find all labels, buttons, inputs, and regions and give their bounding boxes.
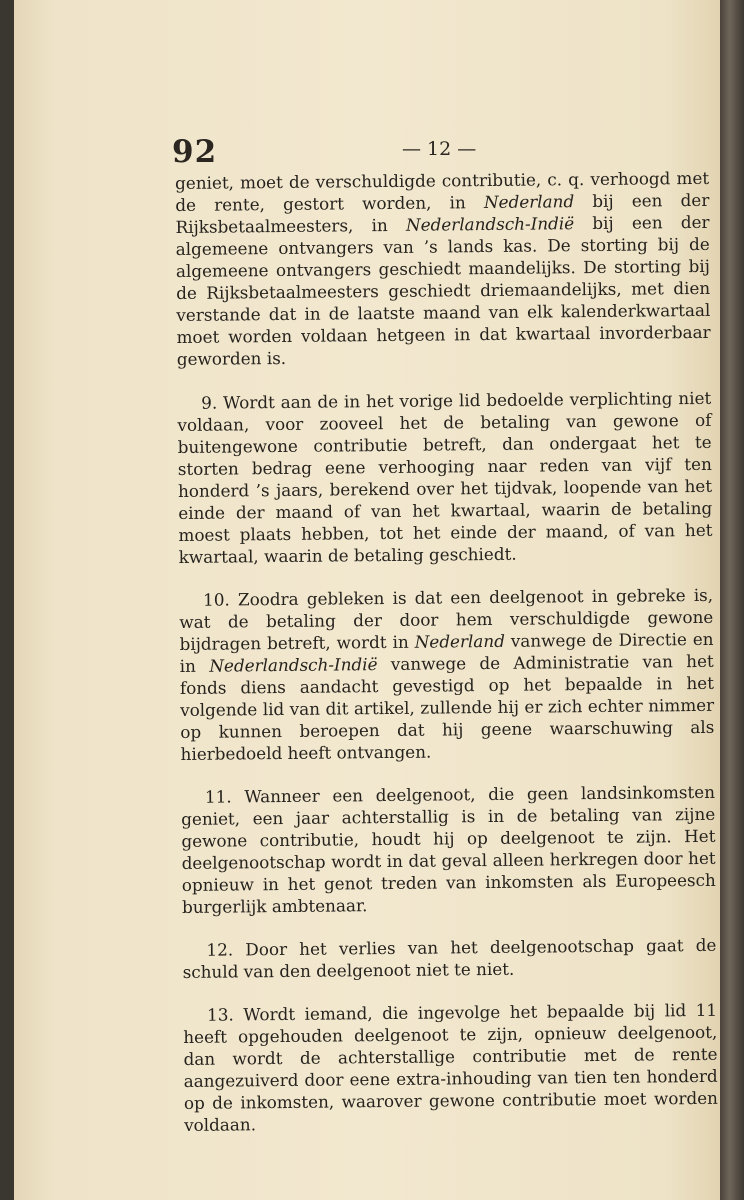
paragraph-9 bbox=[177, 387, 713, 568]
text-run: bij een der Rijksbetaalmeesters, in bbox=[175, 189, 710, 237]
italic-place-name: Nederlandsch-Indië bbox=[209, 654, 378, 676]
paragraph-number: 10. bbox=[203, 589, 230, 610]
paragraph-12 bbox=[182, 934, 716, 983]
body-text bbox=[175, 167, 718, 1157]
paragraph-number: 13. bbox=[206, 1004, 234, 1025]
italic-place-name: Nederland bbox=[483, 191, 575, 213]
text-run: vanwege de Directie en in bbox=[179, 628, 714, 676]
text-run: geniet, moet de verschuldigde contributie, c. q. verhoogd met de rente, gestort worden, in bbox=[175, 167, 710, 215]
text-run: vanwege de Administratie van het fonds diens aandacht gevestigd op het bepaalde in het volgende lid van dit artikel, zullende hij er zich echter nimmer op kunnen beroepen dat hij geene waarschuwing als hierbedoeld heeft ontvangen. bbox=[179, 650, 715, 764]
paragraph-text: Wordt aan de in het vorige lid bedoelde verplichting niet voldaan, voor zooveel het de betaling van gewone of buitengewone contributie betreft, dan ondergaat het te storten bedrag eene verhooging naar reden van vijf ten honderd ’s jaars, berekend over het tijdvak, loopende van het einde der maand of van het kwartaal, waarin de betaling moest plaats hebben, tot het einde der maand, of van het kwartaal, waarin de betaling geschiedt. bbox=[177, 387, 713, 567]
italic-place-name: Nederlandsch-Indië bbox=[405, 213, 575, 235]
text-run: bij een der algemeene ontvangers van ’s lands kas. De storting bij de algemeene ontvangers geschiedt maandelijks. De storting bij de Rijksbetaalmeesters geschiedt driemaandelijks, met dien verstande dat in de laatste maand van elk kalenderkwartaal moet worden voldaan hetgeen in dat kwartaal invorderbaar geworden is. bbox=[175, 211, 711, 369]
paragraph-13 bbox=[183, 999, 718, 1136]
paragraph-text: Door het verlies van het deelgenootschap gaat de schuld van den deelgenoot niet te niet. bbox=[182, 934, 717, 982]
paragraph-number: 9. bbox=[201, 392, 218, 413]
page-number: 92 bbox=[172, 134, 218, 170]
paragraph-text: Wanneer een deelgenoot, die geen landsinkomsten geniet, een jaar achterstallig is in de betaling van zijne gewone contributie, houdt hij op deelgenoot te zijn. Het deelgenootschap wordt in dat geval alleen herkregen door het opnieuw in het genot treden van inkomsten als Europeesch burgerlijk ambtenaar. bbox=[181, 781, 716, 917]
inner-page-number: — 12 — bbox=[402, 138, 477, 160]
book-binding bbox=[0, 0, 14, 1200]
paragraph-number: 12. bbox=[206, 939, 234, 960]
paragraph-number: 11. bbox=[204, 786, 232, 807]
italic-place-name: Nederland bbox=[414, 630, 505, 652]
paragraph-continuation bbox=[175, 167, 711, 370]
page-edge-shadow bbox=[720, 0, 744, 1200]
paragraph-10 bbox=[179, 584, 715, 765]
text-run: Zoodra gebleken is dat een deelgenoot in gebreke is, wat de betaling der door hem verschuldigde gewone bijdragen betreft, wordt in bbox=[179, 584, 714, 654]
paragraph-text: Wordt iemand, die ingevolge het bepaalde bij lid 11 heeft opgehouden deelgenoot te zijn, opnieuw deelgenoot, dan wordt de achterstallige contributie met de rente aangezuiverd door eene extra-inhouding van tien ten honderd op de inkomsten, waarover gewone contributie moet worden voldaan. bbox=[183, 999, 719, 1135]
paragraph-11 bbox=[181, 781, 716, 918]
